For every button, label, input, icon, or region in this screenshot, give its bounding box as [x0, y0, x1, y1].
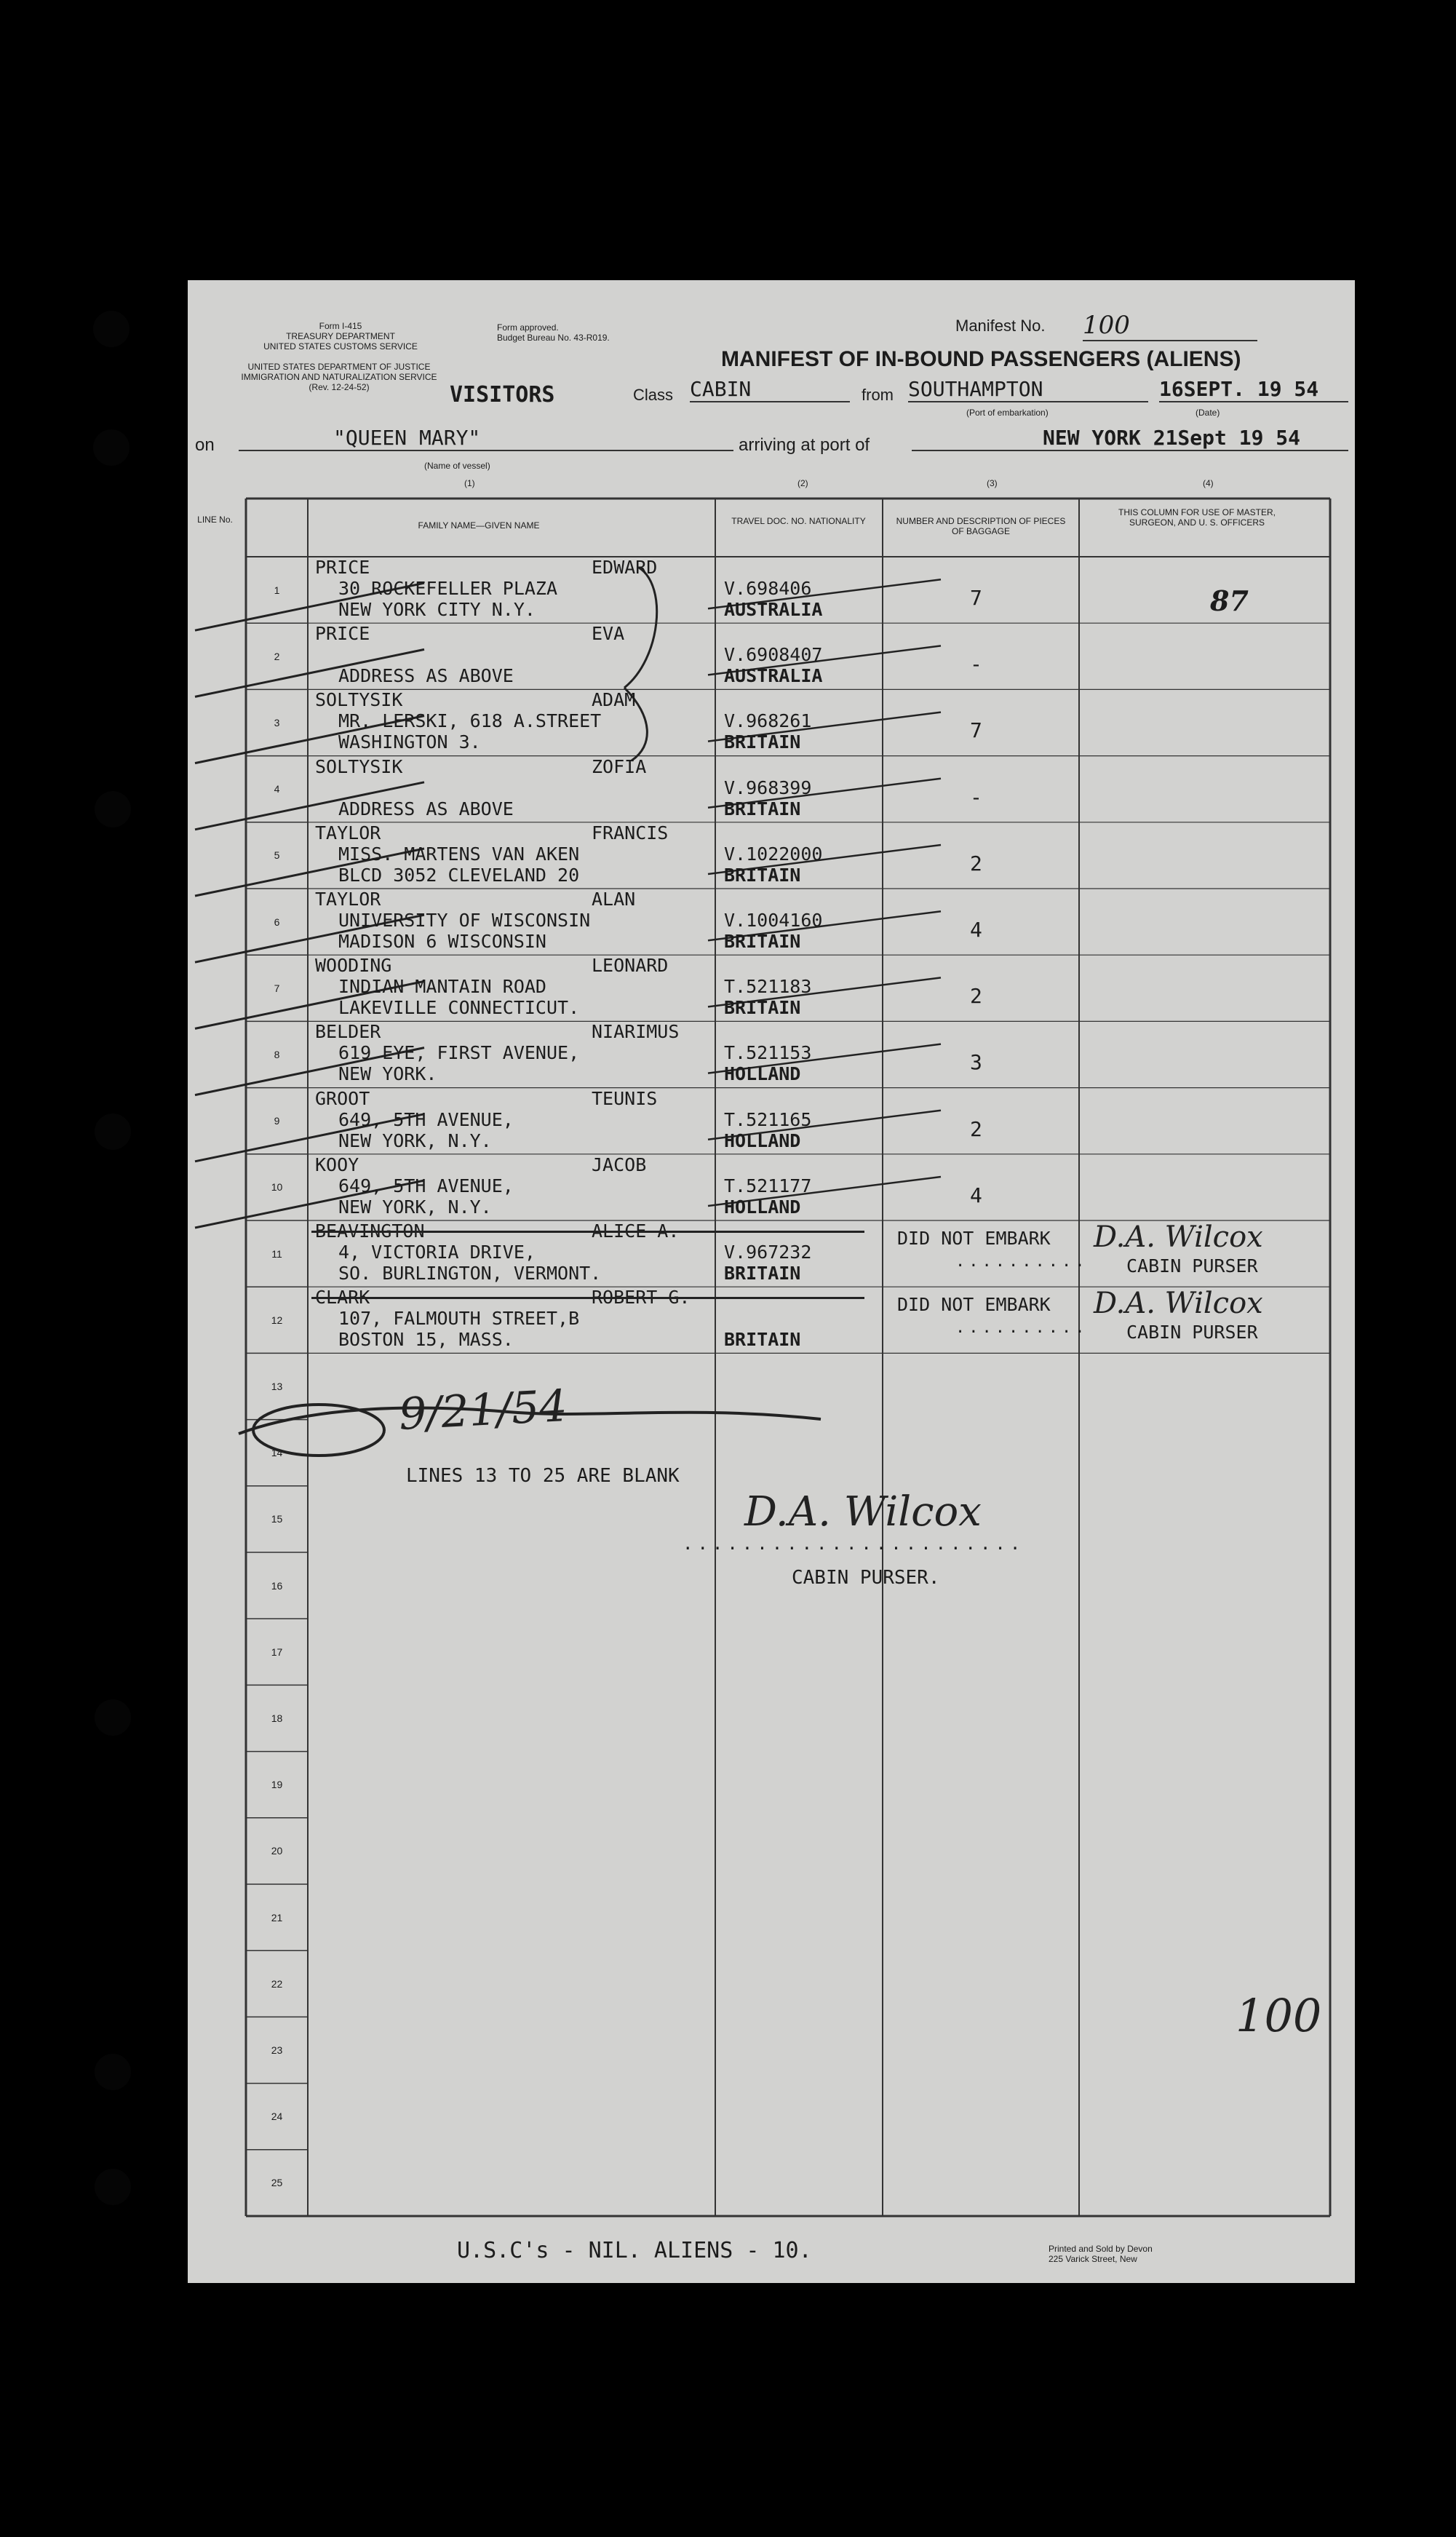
given-name: EVA [592, 623, 625, 645]
nationality: HOLLAND [724, 1196, 801, 1218]
did-not-embark: DID NOT EMBARK [897, 1294, 1051, 1316]
treasury-dept: TREASURY DEPARTMENT [286, 331, 395, 341]
family-name: PRICE [315, 623, 370, 645]
nationality: BRITAIN [724, 931, 801, 952]
baggage-count: 3 [970, 1050, 982, 1075]
baggage-count: 4 [970, 918, 982, 942]
nationality: BRITAIN [724, 731, 801, 753]
given-name: ZOFIA [592, 755, 647, 777]
rev-date: (Rev. 12-24-52) [309, 382, 370, 392]
justice-dept: UNITED STATES DEPARTMENT OF JUSTICE [247, 362, 431, 372]
address-line-2: NEW YORK CITY N.Y. [338, 599, 536, 620]
family-name: TAYLOR [315, 889, 381, 910]
baggage-count: 4 [970, 1183, 982, 1207]
date-caption: (Date) [1196, 408, 1220, 418]
family-name: PRICE [315, 557, 370, 578]
class-value: CABIN [690, 377, 850, 402]
manifest-label: Manifest No. [955, 317, 1046, 335]
nationality: HOLLAND [724, 1063, 801, 1085]
manifest-number: 100 [1083, 311, 1257, 341]
blank-lines-note: LINES 13 TO 25 ARE BLANK [406, 1465, 680, 1487]
family-name: SOLTYSIK [315, 755, 403, 777]
given-name: ROBERT G. [592, 1287, 691, 1309]
vessel-name: "QUEEN MARY" [239, 426, 733, 451]
family-name: TAYLOR [315, 822, 381, 843]
col-header-line: LINE No. [197, 515, 233, 525]
line-number: 24 [271, 2111, 283, 2123]
travel-doc-no: V.967232 [724, 1242, 812, 1263]
signature-dots: .......... [955, 1319, 1089, 1338]
punch-hole [95, 1113, 131, 1150]
travel-doc-no: T.521177 [724, 1175, 812, 1196]
signature-dots: .......... [955, 1252, 1089, 1271]
address-line-1: 30 ROCKEFELLER PLAZA [338, 578, 558, 599]
manifest-title: MANIFEST OF IN-BOUND PASSENGERS (ALIENS) [721, 347, 1241, 371]
col-header-baggage: NUMBER AND DESCRIPTION OF PIECES OF BAGGAGE [896, 516, 1066, 536]
address-line-2: NEW YORK, N.Y. [338, 1196, 492, 1218]
nationality: BRITAIN [724, 798, 801, 819]
vessel-caption: (Name of vessel) [424, 461, 490, 471]
travel-doc-no: T.521183 [724, 976, 812, 998]
line-number: 21 [271, 1911, 283, 1923]
class-label: Class [633, 386, 674, 404]
address-line-1: UNIVERSITY OF WISCONSIN [338, 910, 591, 931]
col-header-travel: TRAVEL DOC. NO. NATIONALITY [731, 516, 866, 526]
baggage-count: 2 [970, 851, 982, 876]
line-number: 7 [274, 982, 280, 994]
nationality: HOLLAND [724, 1129, 801, 1151]
travel-doc-no: V.1004160 [724, 910, 823, 931]
handwritten-date-stamp: 9/21/54 [397, 1380, 568, 1441]
purser-caption: CABIN PURSER. [792, 1567, 940, 1589]
line-number: 14 [271, 1447, 283, 1459]
cabin-purser-note: CABIN PURSER [1126, 1255, 1258, 1277]
address-line-1: 649, 5TH AVENUE, [338, 1108, 514, 1130]
nationality: AUSTRALIA [724, 665, 823, 687]
purser-initials: D.A. Wilcox [1094, 1287, 1263, 1321]
family-name: WOODING [315, 955, 392, 977]
customs-service: UNITED STATES CUSTOMS SERVICE [263, 341, 418, 352]
given-name: FRANCIS [592, 822, 669, 843]
line-number: 20 [271, 1845, 283, 1857]
given-name: ALAN [592, 889, 636, 910]
given-name: JACOB [592, 1154, 647, 1175]
printer-line-1: Printed and Sold by Devon [1049, 2244, 1153, 2254]
travel-doc-no: V.698406 [724, 578, 812, 599]
cancel-strike [311, 1231, 864, 1233]
address-line-2: LAKEVILLE CONNECTICUT. [338, 997, 580, 1019]
line-number: 15 [271, 1513, 283, 1525]
address-line-1: 649, 5TH AVENUE, [338, 1175, 514, 1196]
address-line-2: SO. BURLINGTON, VERMONT. [338, 1263, 602, 1284]
travel-doc-no: T.521153 [724, 1042, 812, 1064]
travel-doc-no: T.521165 [724, 1108, 812, 1130]
line-number: 8 [274, 1049, 280, 1060]
line-number: 9 [274, 1115, 280, 1127]
manifest-page [188, 280, 1355, 2283]
signature-dots: ....................... [683, 1533, 1025, 1554]
given-name: EDWARD [592, 557, 658, 578]
line-number: 16 [271, 1579, 283, 1592]
address-line-2: BOSTON 15, MASS. [338, 1329, 514, 1351]
address-line-2: MADISON 6 WISCONSIN [338, 931, 546, 952]
family-name: BELDER [315, 1021, 381, 1043]
address-line-2: BLCD 3052 CLEVELAND 20 [338, 864, 580, 886]
baggage-count: - [970, 785, 982, 809]
line-number: 18 [271, 1712, 283, 1724]
family-name: KOOY [315, 1154, 359, 1175]
baggage-count: 2 [970, 1116, 982, 1141]
line-number: 3 [274, 717, 280, 728]
address-line-1: INDIAN MANTAIN ROAD [338, 976, 546, 998]
footer-summary: U.S.C's - NIL. ALIENS - 10. [457, 2238, 812, 2263]
from-label: from [862, 386, 894, 404]
line-number: 4 [274, 783, 280, 795]
nationality: BRITAIN [724, 1263, 801, 1284]
address-line-2: ADDRESS AS ABOVE [338, 798, 514, 819]
printer-line-2: 225 Varick Street, New [1049, 2254, 1137, 2264]
line-number: 19 [271, 1779, 283, 1791]
travel-doc-no: V.968261 [724, 710, 812, 732]
col-num-4: (4) [1203, 478, 1214, 488]
address-line-1: MR. LERSKI, 618 A.STREET [338, 710, 602, 732]
on-label: on [195, 435, 215, 455]
given-name: LEONARD [592, 955, 669, 977]
line-number: 22 [271, 1977, 283, 1990]
col-num-2: (2) [797, 478, 808, 488]
given-name: NIARIMUS [592, 1021, 680, 1043]
line-number: 6 [274, 916, 280, 928]
purser-initials: D.A. Wilcox [1094, 1220, 1263, 1254]
given-name: TEUNIS [592, 1087, 658, 1109]
officer-mark: 87 [1210, 584, 1249, 617]
col-header-officers: THIS COLUMN FOR USE OF MASTER, SURGEON, AND U. S. OFFICERS [1118, 507, 1276, 528]
address-line-2: NEW YORK, N.Y. [338, 1129, 492, 1151]
given-name: ALICE A. [592, 1220, 680, 1242]
line-number: 5 [274, 849, 280, 862]
family-name: CLARK [315, 1287, 370, 1309]
line-number: 2 [274, 650, 280, 662]
embark-caption: (Port of embarkation) [966, 408, 1049, 418]
date-value: 16SEPT. 19 54 [1159, 377, 1348, 402]
travel-doc-no: V.6908407 [724, 644, 823, 666]
col-header-name: FAMILY NAME—GIVEN NAME [418, 520, 540, 531]
punch-hole [93, 311, 130, 347]
nationality: BRITAIN [724, 997, 801, 1019]
line-number: 11 [271, 1247, 282, 1260]
given-name: ADAM [592, 689, 636, 711]
date-stamp-strike [231, 1380, 828, 1470]
purser-signature: D.A. Wilcox [744, 1488, 982, 1536]
form-number: Form I-415 [319, 321, 362, 331]
arrival-port: NEW YORK 21Sept 19 54 [912, 426, 1348, 451]
travel-doc-no: V.1022000 [724, 843, 823, 865]
visitors-label: VISITORS [450, 382, 555, 408]
address-line-2: ADDRESS AS ABOVE [338, 665, 514, 687]
line-number: 17 [271, 1645, 283, 1658]
col-num-3: (3) [987, 478, 998, 488]
address-line-1: 4, VICTORIA DRIVE, [338, 1242, 536, 1263]
baggage-count: 7 [970, 718, 982, 743]
address-line-1: MISS. MARTENS VAN AKEN [338, 843, 580, 865]
did-not-embark: DID NOT EMBARK [897, 1228, 1051, 1249]
family-bracket [624, 568, 657, 761]
form-approved: Form approved. [497, 322, 559, 333]
ins: IMMIGRATION AND NATURALIZATION SERVICE [241, 372, 437, 382]
nationality: AUSTRALIA [724, 599, 823, 620]
address-line-2: NEW YORK. [338, 1063, 437, 1085]
punch-hole [95, 2169, 131, 2205]
baggage-count: - [970, 652, 982, 677]
nationality: BRITAIN [724, 864, 801, 886]
nationality: BRITAIN [724, 1329, 801, 1351]
cabin-purser-note: CABIN PURSER [1126, 1322, 1258, 1343]
travel-doc-no: V.968399 [724, 777, 812, 798]
line-number: 1 [274, 584, 280, 596]
punch-hole [95, 791, 131, 827]
address-line-2: WASHINGTON 3. [338, 731, 481, 753]
punch-hole [95, 1699, 131, 1736]
baggage-count: 7 [970, 586, 982, 610]
line-number: 23 [271, 2044, 283, 2056]
from-value: SOUTHAMPTON [908, 377, 1148, 402]
punch-hole [93, 429, 130, 466]
address-line-1: 619 EYE, FIRST AVENUE, [338, 1042, 580, 1064]
col-num-1: (1) [464, 478, 475, 488]
margin-number: 100 [1236, 1989, 1322, 2042]
address-line-1: 107, FALMOUTH STREET,B [338, 1308, 580, 1330]
line-number: 10 [271, 1181, 283, 1194]
line-number: 13 [271, 1381, 283, 1392]
family-name: SOLTYSIK [315, 689, 403, 711]
line-number: 12 [271, 1314, 283, 1326]
punch-hole [95, 2054, 131, 2090]
family-name: BEAVINGTON [315, 1220, 425, 1242]
family-name: GROOT [315, 1087, 370, 1109]
line-number: 25 [271, 2177, 283, 2189]
baggage-count: 2 [970, 984, 982, 1009]
budget-bureau: Budget Bureau No. 43-R019. [497, 333, 610, 343]
arriving-label: arriving at port of [739, 435, 870, 455]
cancel-strike [311, 1297, 864, 1299]
printer-info [1049, 2244, 1153, 2264]
